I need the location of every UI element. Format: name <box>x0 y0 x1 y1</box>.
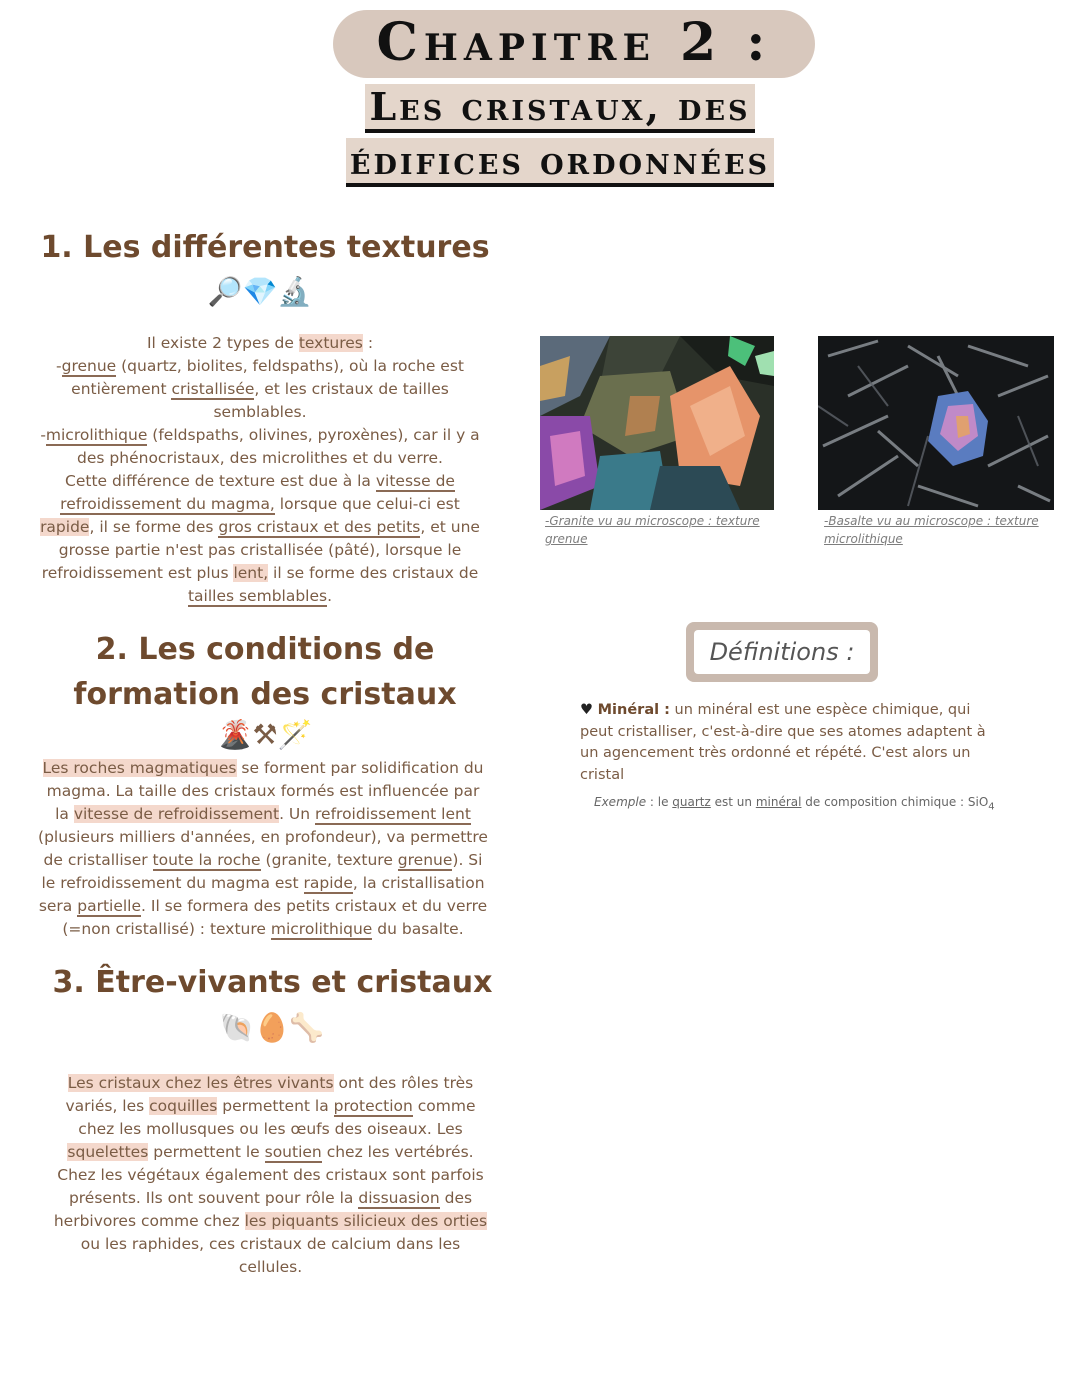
heart-bullet-icon: ♥ <box>580 702 593 718</box>
granite-microscope-image <box>540 336 774 510</box>
definition-example: Exemple : le quartz est un minéral de composition chimique : SiO$_4$ <box>594 795 995 813</box>
section3-heading: 3. Être-vivants et cristaux <box>52 965 493 1000</box>
section2-text: Les roches magmatiques se forment par solidification du magma. La taille des cristaux formés est influencée par la vitesse de refroidissement. Un refroidissement lent (plusieurs milliers d'années, en profondeur), va permettre de cristalliser toute la roche (granite, texture grenue). Si le refroidissement du magma est rapide, la cristallisation sera partielle. Il se formera des petits cristaux et du verre (=non cristallisé) : texture microlithique du basalte. <box>38 759 488 938</box>
section2-icons: 🌋⚒🪄 <box>217 718 313 751</box>
definitions-box <box>686 622 878 682</box>
section2-heading: 2. Les conditions de formation des cristaux <box>73 632 457 712</box>
granite-caption: -Granite vu au microscope : texture grenue <box>545 514 760 546</box>
definition-mineral: ♥ Minéral : un minéral est une espèce chimique, qui peut cristalliser, c'est-à-dire que ses atomes adaptent à un agencement très ordonné et répété. C'est alors un cristal <box>580 702 986 783</box>
section1-text: Il existe 2 types de textures : -grenue (quartz, biolites, feldspaths), où la roche est entièrement cristallisée, et les cristaux de tailles semblables. -microlithique (feldspaths, olivines, pyroxènes), car il y a des phénocristaux, des microlithes et du verre. Cette différence de texture est due à la vitesse de refroidissement du magma, lorsque que celui-ci est rapide, il se forme des gros cristaux et des petits, et une grosse partie n'est pas cristallisée (pâté), lorsque le refroidissement est plus lent, il se forme des cristaux de tailles semblables. <box>40 334 480 605</box>
basalt-caption: -Basalte vu au microscope : texture microlithique <box>824 514 1039 546</box>
section1-icons: 🔎💎🔬 <box>207 275 313 308</box>
chapter-subtitle-line2: édifices ordonnées <box>300 138 820 183</box>
section3-text: Les cristaux chez les êtres vivants ont des rôles très variés, les coquilles permettent la protection comme chez les mollusques ou les œufs des oiseaux. Les squelettes permettent le soutien chez les vertébrés. Chez les végétaux également des cristaux sont parfois présents. Ils ont souvent pour rôle la dissuasion des herbivores comme chez les piquants silicieux des orties ou les raphides, ces cristaux de calcium dans les cellules. <box>53 1074 488 1276</box>
chapter-subtitle-line1: Les cristaux, des <box>300 84 820 129</box>
chapter-title: Chapitre 2 : <box>376 12 772 73</box>
basalt-microscope-image <box>818 336 1054 510</box>
section3-icons: 🐚🥚🦴 <box>219 1011 325 1044</box>
section1-heading: 1. Les différentes textures <box>40 230 490 265</box>
definitions-title: Définitions : <box>694 630 870 674</box>
